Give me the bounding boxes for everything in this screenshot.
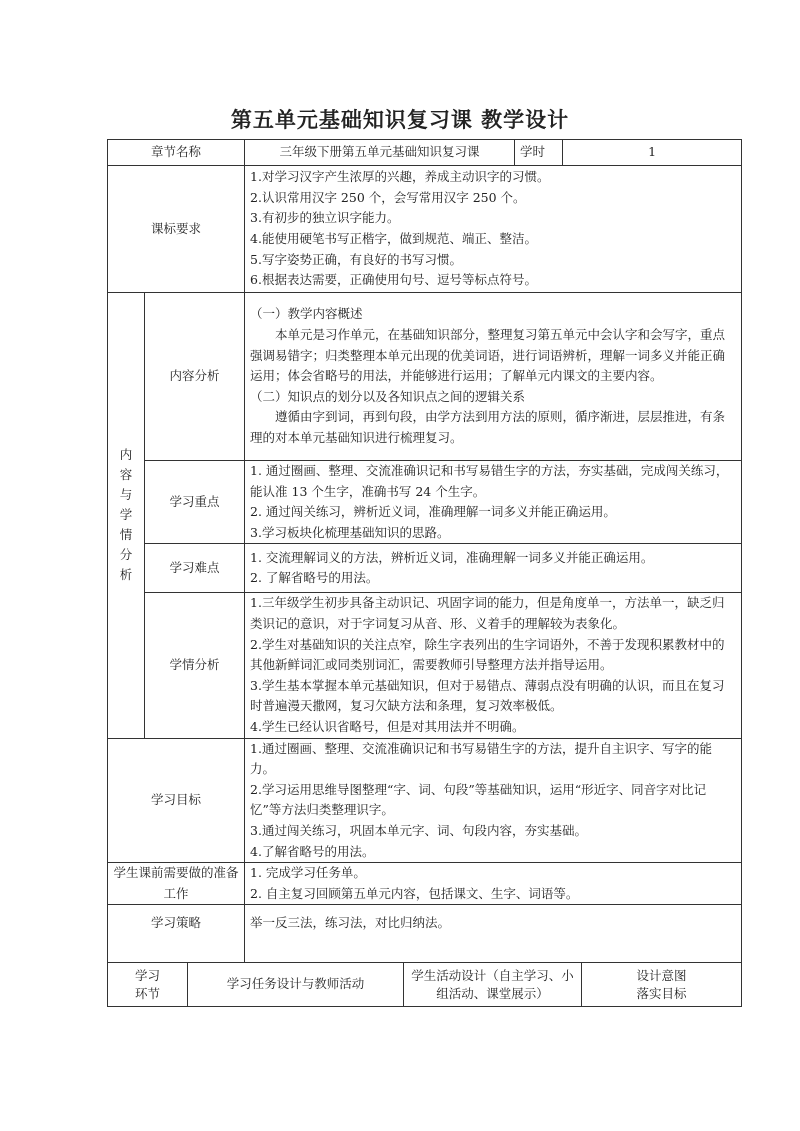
list-item: 1. 通过圈画、整理、交流准确识记和书写易错生字的方法，夯实基础，完成闯关练习，能认准 13 个生字，准确书写 24 个生字。 (250, 463, 729, 499)
header-teacher-activity: 学习任务设计与教师活动 (188, 963, 404, 1007)
key-points-row (108, 461, 742, 544)
objectives-row (108, 738, 742, 863)
header-stage: 学习环节 (108, 963, 188, 1007)
strategy-row (108, 905, 742, 963)
header-design-intent: 设计意图落实目标 (582, 963, 742, 1007)
strategy-label: 学习策略 (108, 905, 245, 963)
chapter-row (108, 140, 742, 166)
list-item: 2. 了解省略号的用法。 (250, 570, 379, 586)
content-paragraph-2: 遵循由字到词，再到句段，由学方法到用方法的原则，循序渐进，层层推进，有条理的对本单元基础知识进行梳理复习。 (250, 409, 726, 445)
list-item: 5.写字姿势正确，有良好的书写习惯。 (250, 251, 462, 267)
learners-label: 学情分析 (145, 593, 245, 738)
content-analysis-row (108, 293, 742, 461)
list-item: 4.了解省略号的用法。 (250, 843, 375, 859)
list-item: 1.三年级学生初步具备主动识记、巩固字词的能力，但是角度单一，方法单一，缺乏归类识记的意识，对于字词复习从音、形、义着手的理解较为表象化。 (250, 595, 725, 631)
hours-value: 1 (563, 140, 742, 166)
learners-list (245, 593, 742, 738)
list-item: 2.学生对基础知识的关注点窄，除生字表列出的生字词语外，不善于发现积累教材中的其他新鲜词汇或同类别词汇，需要教师引导整理方法并指导运用。 (250, 636, 725, 673)
chapter-value: 三年级下册第五单元基础知识复习课 (245, 140, 515, 166)
list-item: 3.学生基本掌握本单元基础知识，但对于易错点、薄弱点没有明确的认识，而且在复习时普遍漫天撒网，复习欠缺方法和条理，复习效率极低。 (250, 677, 725, 714)
list-item: 2.学习运用思维导图整理“字、词、句段”等基础知识，运用“形近字、同音字对比记忆”等方法归类整理识字。 (250, 781, 707, 818)
preparation-row (108, 863, 742, 905)
curriculum-list (245, 166, 742, 293)
curriculum-row (108, 166, 742, 293)
list-item: 2. 通过闯关练习，辨析近义词，准确理解一词多义并能正确运用。 (250, 504, 616, 520)
list-item: 1.对学习汉字产生浓厚的兴趣，养成主动识字的习惯。 (250, 169, 550, 185)
preparation-label: 学生课前需要做的准备工作 (108, 863, 245, 905)
list-item: 1. 交流理解词义的方法，辨析近义词，准确理解一词多义并能正确运用。 (250, 549, 654, 565)
list-item: 3.学习板块化梳理基础知识的思路。 (250, 524, 450, 540)
content-paragraph-1: 本单元是习作单元，在基础知识部分，整理复习第五单元中会认字和会写字，重点强调易错字；归类整理本单元出现的优美词语，进行词语辨析，理解一词多义并能正确运用；体会省略号的用法，并能够进行运用；了解单元内课文的主要内容。 (250, 327, 726, 384)
chapter-label: 章节名称 (108, 140, 245, 166)
list-item: 3.有初步的独立识字能力。 (250, 210, 400, 226)
difficulties-row (108, 544, 742, 593)
learners-row (108, 593, 742, 738)
document-title: 第五单元基础知识复习课 教学设计 (230, 107, 570, 132)
list-item: 2.认识常用汉字 250 个，会写常用汉字 250 个。 (250, 189, 526, 205)
objectives-label: 学习目标 (108, 738, 245, 863)
difficulties-list (245, 544, 742, 593)
list-item: 4.学生已经认识省略号，但是对其用法并不明确。 (250, 718, 525, 734)
list-item: 1. 完成学习任务单。 (250, 865, 366, 881)
list-item: 3.通过闯关练习，巩固本单元字、词、句段内容，夯实基础。 (250, 822, 587, 838)
strategy-value: 举一反三法，练习法，对比归纳法。 (245, 905, 742, 963)
analysis-group-label: 内 容 与 学 情 分 析 (108, 293, 145, 739)
content-heading-2: （二）知识点的划分以及各知识点之间的逻辑关系 (250, 388, 526, 404)
list-item: 2. 自主复习回顾第五单元内容，包括课文、生字、词语等。 (250, 885, 579, 901)
lesson-plan-table (107, 139, 742, 963)
list-item: 1.通过圈画、整理、交流准确识记和书写易错生字的方法，提升自主识字、写字的能力。 (250, 740, 712, 777)
content-analysis-body (245, 293, 742, 461)
difficulties-label: 学习难点 (145, 544, 245, 593)
curriculum-label: 课标要求 (108, 166, 245, 293)
activity-header-table (107, 962, 742, 1007)
key-points-list (245, 461, 742, 544)
key-points-label: 学习重点 (145, 461, 245, 544)
preparation-list (245, 863, 742, 905)
hours-label: 学时 (515, 140, 563, 166)
objectives-list (245, 738, 742, 863)
list-item: 4.能使用硬笔书写正楷字，做到规范、端正、整洁。 (250, 231, 537, 246)
header-student-activity: 学生活动设计（自主学习、小组活动、课堂展示） (404, 963, 582, 1007)
content-analysis-label: 内容分析 (145, 293, 245, 461)
activity-header-row (108, 963, 742, 1007)
list-item: 6.根据表达需要，正确使用句号、逗号等标点符号。 (250, 272, 537, 288)
content-heading-1: （一）教学内容概述 (250, 306, 363, 322)
